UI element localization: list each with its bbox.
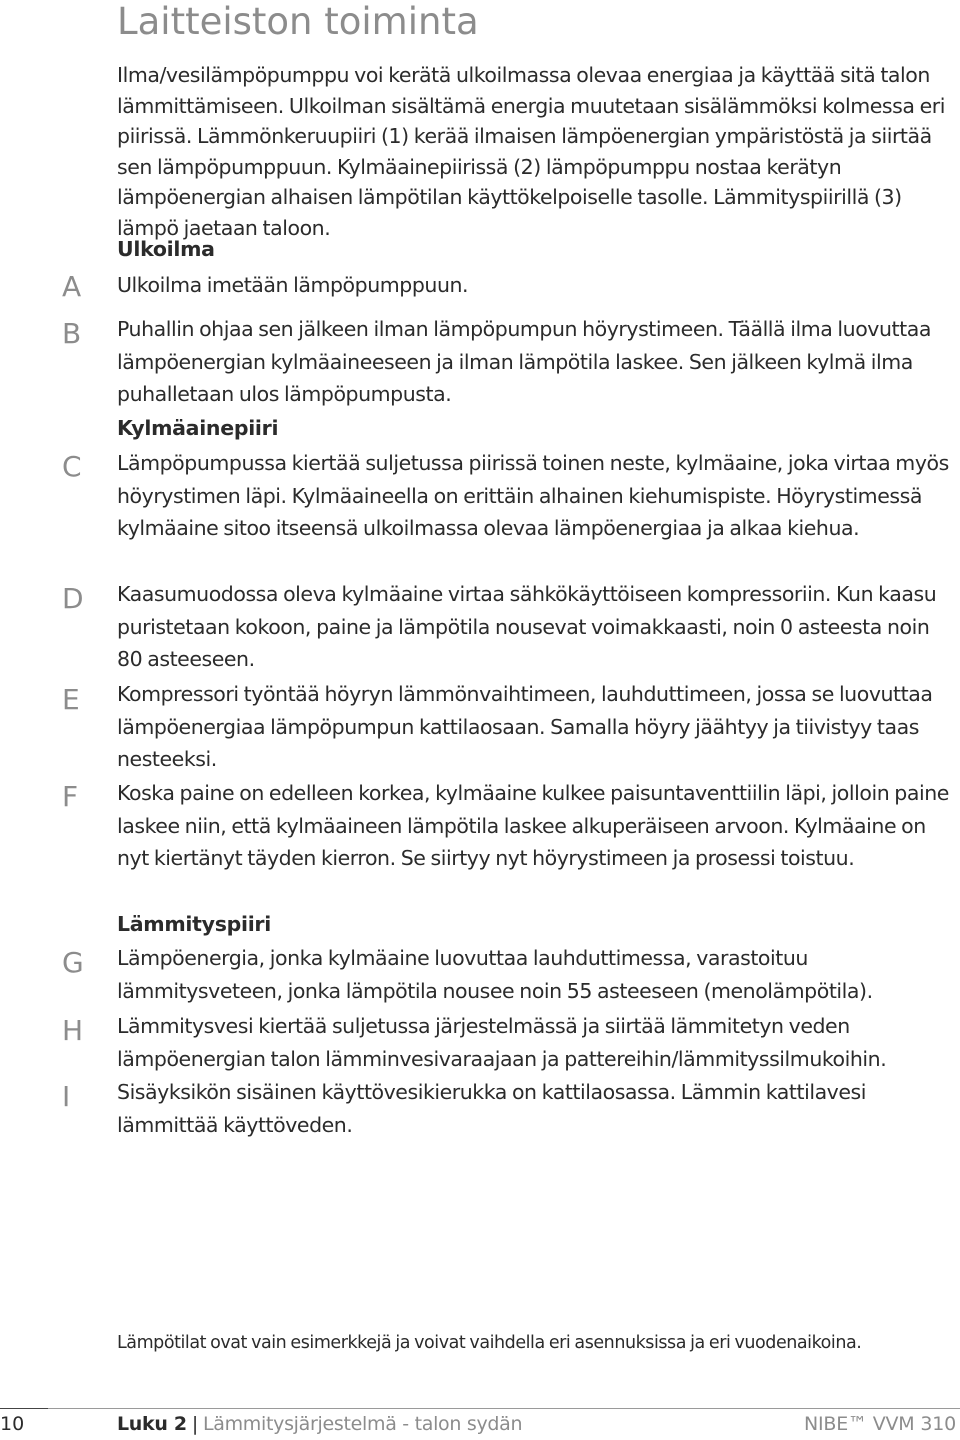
step-text-c: Lämpöpumpussa kiertää suljetussa piirissä toinen neste, kylmäaine, joka virtaa myös höyrystimen läpi. Kylmäaineella on erittäin alhainen kiehumispiste. Höyrystimessä kylmäaine sitoo itseensä ulkoilmassa olevaa lämpöenergiaa ja alkaa kiehua. — [117, 451, 949, 540]
section-heading-ulkoilma: Ulkoilma — [117, 237, 215, 261]
intro-paragraph: Ilma/vesilämpöpumppu voi kerätä ulkoilmassa olevaa energiaa ja käyttää sitä talon lämmittämiseen. Ulkoilman sisältämä energia muutetaan sisälämmöksi kolmessa eri piirissä. Lämmönkeruupiiri (1) kerää ilmaisen lämpöenergian ympäristöstä ja siirtää sen lämpöpumppuun. Kylmäainepiirissä (2) lämpöpumppu nostaa kerätyn lämpöenergian alhaisen lämpötilan käyttökelpoiselle tasolle. Lämmityspiirillä (3) lämpö jaetaan taloon. — [117, 63, 945, 240]
step-letter-i: I — [62, 1080, 71, 1113]
step-letter-a: A — [62, 270, 82, 303]
step-text-d: Kaasumuodossa oleva kylmäaine virtaa sähkökäyttöiseen kompressoriin. Kun kaasu puristetaan kokoon, paine ja lämpötila nousevat voimakkaasti, noin 0 asteesta noin 80 asteeseen. — [117, 582, 937, 671]
chapter-separator: | — [191, 1413, 198, 1435]
step-letter-g: G — [62, 946, 84, 979]
section-heading-lammityspiiri: Lämmityspiiri — [117, 912, 271, 936]
page-title: Laitteiston toiminta — [117, 0, 479, 43]
step-letter-c: C — [62, 450, 82, 483]
step-letter-e: E — [62, 683, 80, 716]
step-text-i: Sisäyksikön sisäinen käyttövesikierukka on kattilaosassa. Lämmin kattilavesi lämmittää käyttöveden. — [117, 1080, 867, 1137]
step-text-e: Kompressori työntää höyryn lämmönvaihtimeen, lauhduttimeen, jossa se luovuttaa lämpöenergiaa lämpöpumpun kattilaosaan. Samalla höyry jäähtyy ja tiivistyy taas nesteeksi. — [117, 682, 933, 771]
footer-rule-page — [0, 1408, 48, 1409]
footer-chapter — [117, 1410, 522, 1438]
product-name: NIBE™ VVM 310 — [804, 1413, 956, 1435]
step-text-g: Lämpöenergia, jonka kylmäaine luovuttaa lauhduttimessa, varastoituu lämmitysveteen, jonka lämpötila nousee noin 55 asteeseen (menolämpötila). — [117, 946, 873, 1003]
step-letter-d: D — [62, 582, 84, 615]
step-letter-b: B — [62, 317, 82, 350]
step-letter-f: F — [62, 780, 79, 813]
section-heading-kylmaainepiiri: Kylmäainepiiri — [117, 416, 279, 440]
temperature-note: Lämpötilat ovat vain esimerkkejä ja voivat vaihdella eri asennuksissa ja eri vuodenaikoina. — [117, 1333, 862, 1353]
step-letter-h: H — [62, 1014, 84, 1047]
chapter-title: Lämmitysjärjestelmä - talon sydän — [202, 1413, 523, 1435]
page-number: 10 — [0, 1413, 25, 1435]
step-text-a: Ulkoilma imetään lämpöpumppuun. — [117, 273, 469, 297]
footer-rule — [48, 1408, 960, 1409]
step-text-f: Koska paine on edelleen korkea, kylmäaine kulkee paisuntaventtiilin läpi, jolloin paine laskee niin, että kylmäaineen lämpötila laskee alkuperäiseen arvoon. Kylmäaine on nyt kiertänyt täyden kierron. Se siirtyy nyt höyrystimeen ja prosessi toistuu. — [117, 781, 949, 870]
chapter-number: Luku 2 — [117, 1413, 187, 1435]
step-text-b: Puhallin ohjaa sen jälkeen ilman lämpöpumpun höyrystimeen. Täällä ilma luovuttaa lämpöenergian kylmäaineeseen ja ilman lämpötila laskee. Sen jälkeen kylmä ilma puhalletaan ulos lämpöpumpusta. — [117, 317, 931, 406]
step-text-h: Lämmitysvesi kiertää suljetussa järjestelmässä ja siirtää lämmitetyn veden lämpöenergian talon lämminvesivaraajaan ja pattereihin/lämmityssilmukoihin. — [117, 1014, 887, 1071]
